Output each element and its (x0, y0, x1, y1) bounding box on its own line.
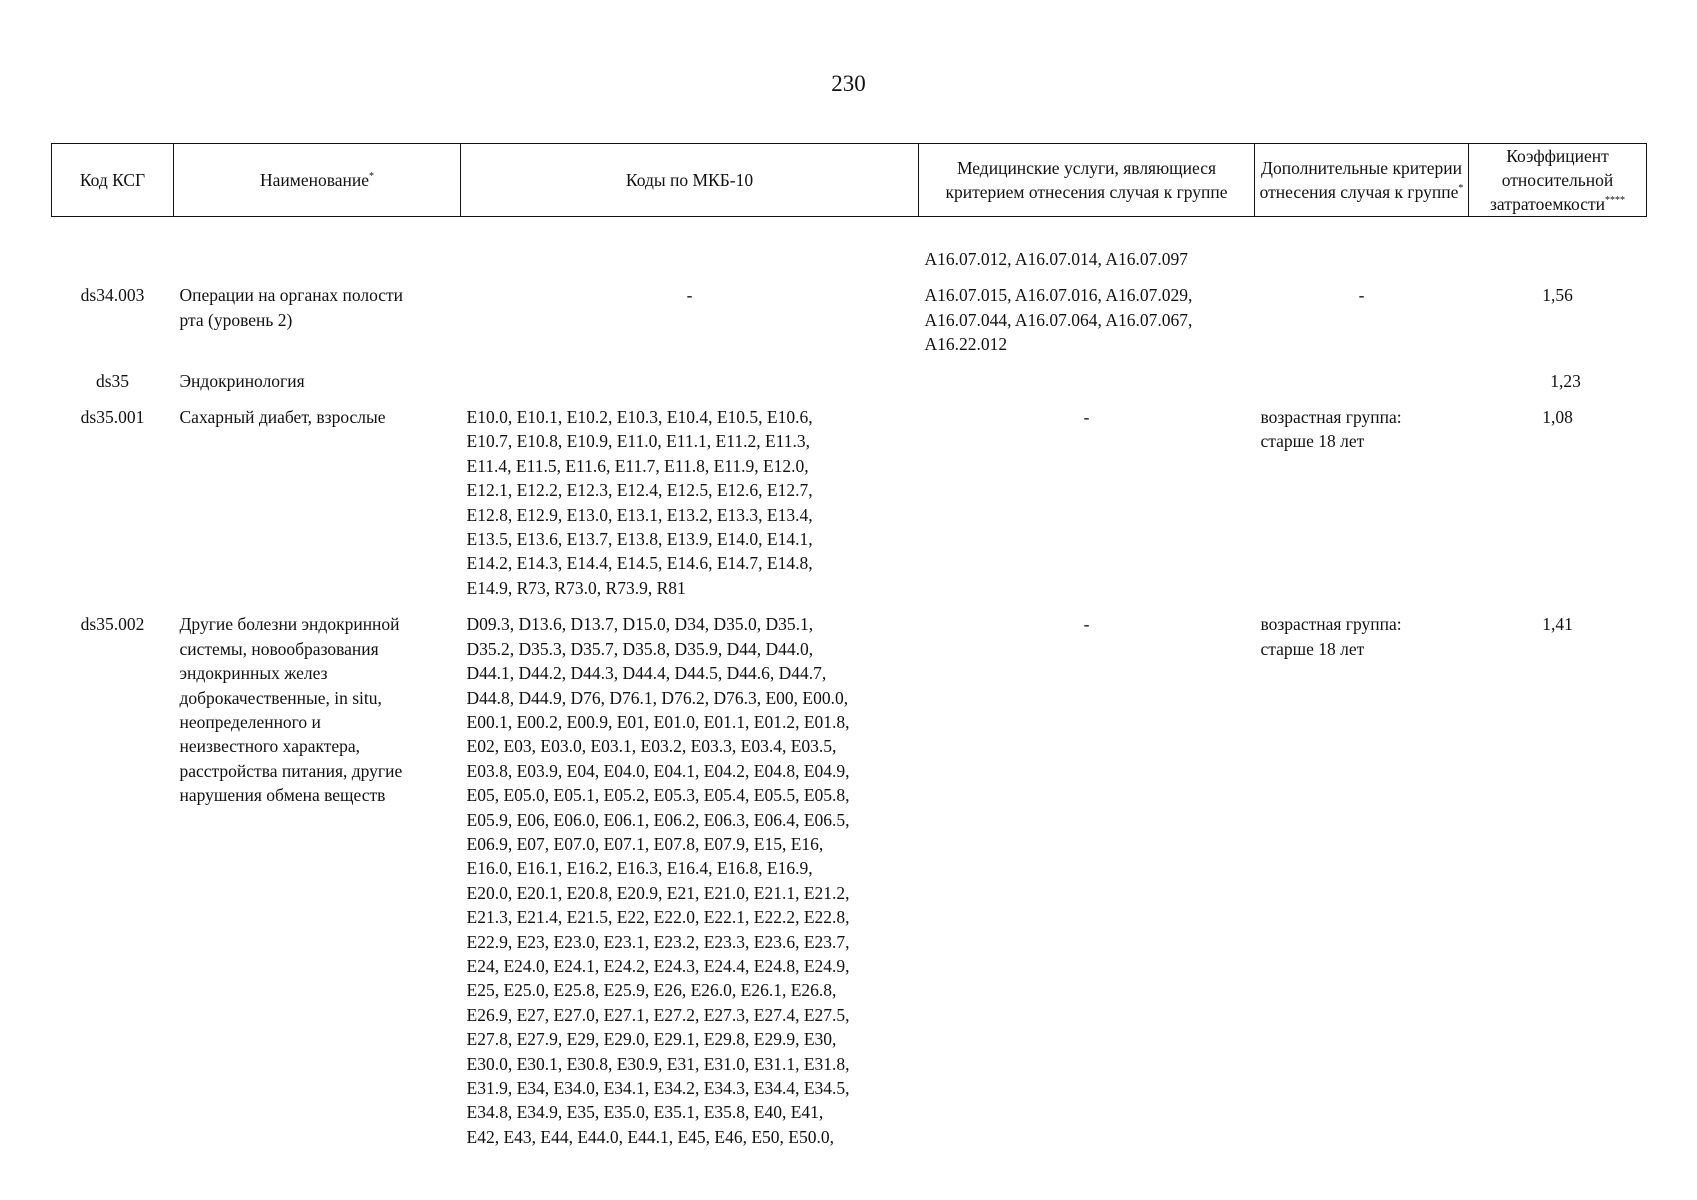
header-coef-footnote-mark: **** (1604, 195, 1625, 207)
header-extra-footnote-mark: * (1458, 183, 1464, 195)
row-code: ds35.002 (80, 614, 145, 635)
row-name: Другие болезни эндокринной системы, новообразования эндокринных желез доброкачественные, in situ, неопределенного и неизвестного характера, расстройства питания, другие нарушения обмена веществ (179, 614, 403, 806)
row-coefficient: 1,41 (1542, 614, 1573, 635)
header-code (52, 144, 174, 217)
header-services-label: Медицинские услуги, являющиеся критерием отнесения случая к группе (945, 158, 1228, 202)
row-mkb-codes: D09.3, D13.6, D13.7, D15.0, D34, D35.0, D35.1, D35.2, D35.3, D35.7, D35.8, D35.9, D44, D44.0, D44.1, D44.2, D44.3, D44.4, D44.5, D44.6, D44.7, D44.8, D44.9, D76, D76.1, D76.2, D76.3, E00, E00.0, E00.1, E00.2, E00.9, E01, E01.0, E01.1, E01.2, E01.8, E02, E03, E03.0, E03.1, E03.2, E03.3, E03.4, E03.5, E03.8, E03.9, E04, E04.0, E04.1, E04.2, E04.8, E04.9, E05, E05.0, E05.1, E05.2, E05.3, E05.4, E05.5, E05.8, E05.9, E06, E06.0, E06.1, E06.2, E06.3, E06.4, E06.5, E06.9, E07, E07.0, E07.1, E07.8, E07.9, E15, E16, E16.0, E16.1, E16.2, E16.3, E16.4, E16.8, E16.9, E20.0, E20.1, E20.8, E20.9, E21, E21.0, E21.1, E21.2, E21.3, E21.4, E21.5, E22, E22.0, E22.1, E22.2, E22.8, E22.9, E23, E23.0, E23.1, E23.2, E23.3, E23.6, E23.7, E24, E24.0, E24.1, E24.2, E24.3, E24.4, E24.8, E24.9, E25, E25.0, E25.8, E25.9, E26, E26.0, E26.1, E26.8, E26.9, E27, E27.0, E27.1, E27.2, E27.3, E27.4, E27.5, E27.8, E27.9, E29, E29.0, E29.1, E29.8, E29.9, E30, E30.0, E30.1, E30.8, E30.9, E31, E31.0, E31.1, E31.8, E31.9, E34, E34.0, E34.1, E34.2, E34.3, E34.4, E34.5, E34.8, E34.9, E35, E35.0, E35.1, E35.8, E40, E41, E42, E43, E44, E44.0, E44.1, E45, E46, E50, E50.0, (466, 614, 850, 1147)
row-name: Сахарный диабет, взрослые (179, 407, 386, 428)
table-row (52, 612, 1647, 1161)
row-code: ds35 (95, 370, 130, 391)
table-header (52, 144, 1647, 217)
table-row (52, 247, 1647, 283)
header-coef-label: Коэффициент относительной затратоемкости (1490, 146, 1614, 214)
header-services (919, 144, 1255, 217)
header-mkb-label: Коды по МКБ-10 (625, 170, 754, 190)
table-row (52, 405, 1647, 612)
page-number: 230 (831, 71, 866, 96)
table-row (52, 283, 1647, 368)
row-services: A16.07.012, A16.07.014, A16.07.097 (924, 249, 1188, 269)
header-code-label: Код КСГ (79, 170, 146, 190)
header-extra-label: Дополнительные критерии отнесения случая к группе (1259, 158, 1462, 202)
row-services: - (1083, 614, 1090, 635)
row-coefficient (1469, 247, 1647, 283)
header-mkb (461, 144, 919, 217)
header-name (174, 144, 461, 217)
header-extra (1255, 144, 1469, 217)
row-services: A16.07.015, A16.07.016, A16.07.029, A16.07.044, A16.07.064, A16.07.067, A16.22.012 (924, 285, 1193, 355)
row-extra-criteria (1255, 247, 1469, 283)
row-mkb-codes (461, 369, 919, 405)
row-mkb-codes: - (686, 285, 693, 306)
row-services: - (1083, 407, 1090, 428)
header-coef (1469, 144, 1647, 217)
table-row (52, 369, 1647, 405)
row-name: Эндокринология (179, 370, 305, 391)
row-name (174, 247, 461, 283)
ksg-table (51, 143, 1647, 1161)
header-name-footnote-mark: * (369, 171, 375, 183)
row-coefficient: 1,23 (1550, 370, 1581, 391)
row-extra-criteria: - (1358, 285, 1365, 306)
row-mkb-codes: E10.0, E10.1, E10.2, E10.3, E10.4, E10.5, E10.6, E10.7, E10.8, E10.9, E11.0, E11.1, E11.2, E11.3, E11.4, E11.5, E11.6, E11.7, E11.8, E11.9, E12.0, E12.1, E12.2, E12.3, E12.4, E12.5, E12.6, E12.7, E12.8, E12.9, E13.0, E13.1, E13.2, E13.3, E13.4, E13.5, E13.6, E13.7, E13.8, E13.9, E14.0, E14.1, E14.2, E14.3, E14.4, E14.5, E14.6, E14.7, E14.8, E14.9, R73, R73.0, R73.9, R81 (466, 407, 813, 598)
row-extra-criteria: возрастная группа: старше 18 лет (1260, 614, 1402, 659)
row-mkb-codes (461, 247, 919, 283)
row-coefficient: 1,08 (1542, 407, 1573, 428)
header-name-label: Наименование (259, 170, 370, 190)
row-services (919, 369, 1255, 405)
row-coefficient: 1,56 (1542, 285, 1573, 306)
row-extra-criteria: возрастная группа: старше 18 лет (1260, 407, 1402, 452)
row-code: ds34.003 (80, 285, 145, 306)
row-code (52, 247, 174, 283)
row-extra-criteria (1255, 369, 1469, 405)
row-name: Операции на органах полости рта (уровень 2) (179, 285, 404, 330)
row-code: ds35.001 (80, 407, 145, 428)
